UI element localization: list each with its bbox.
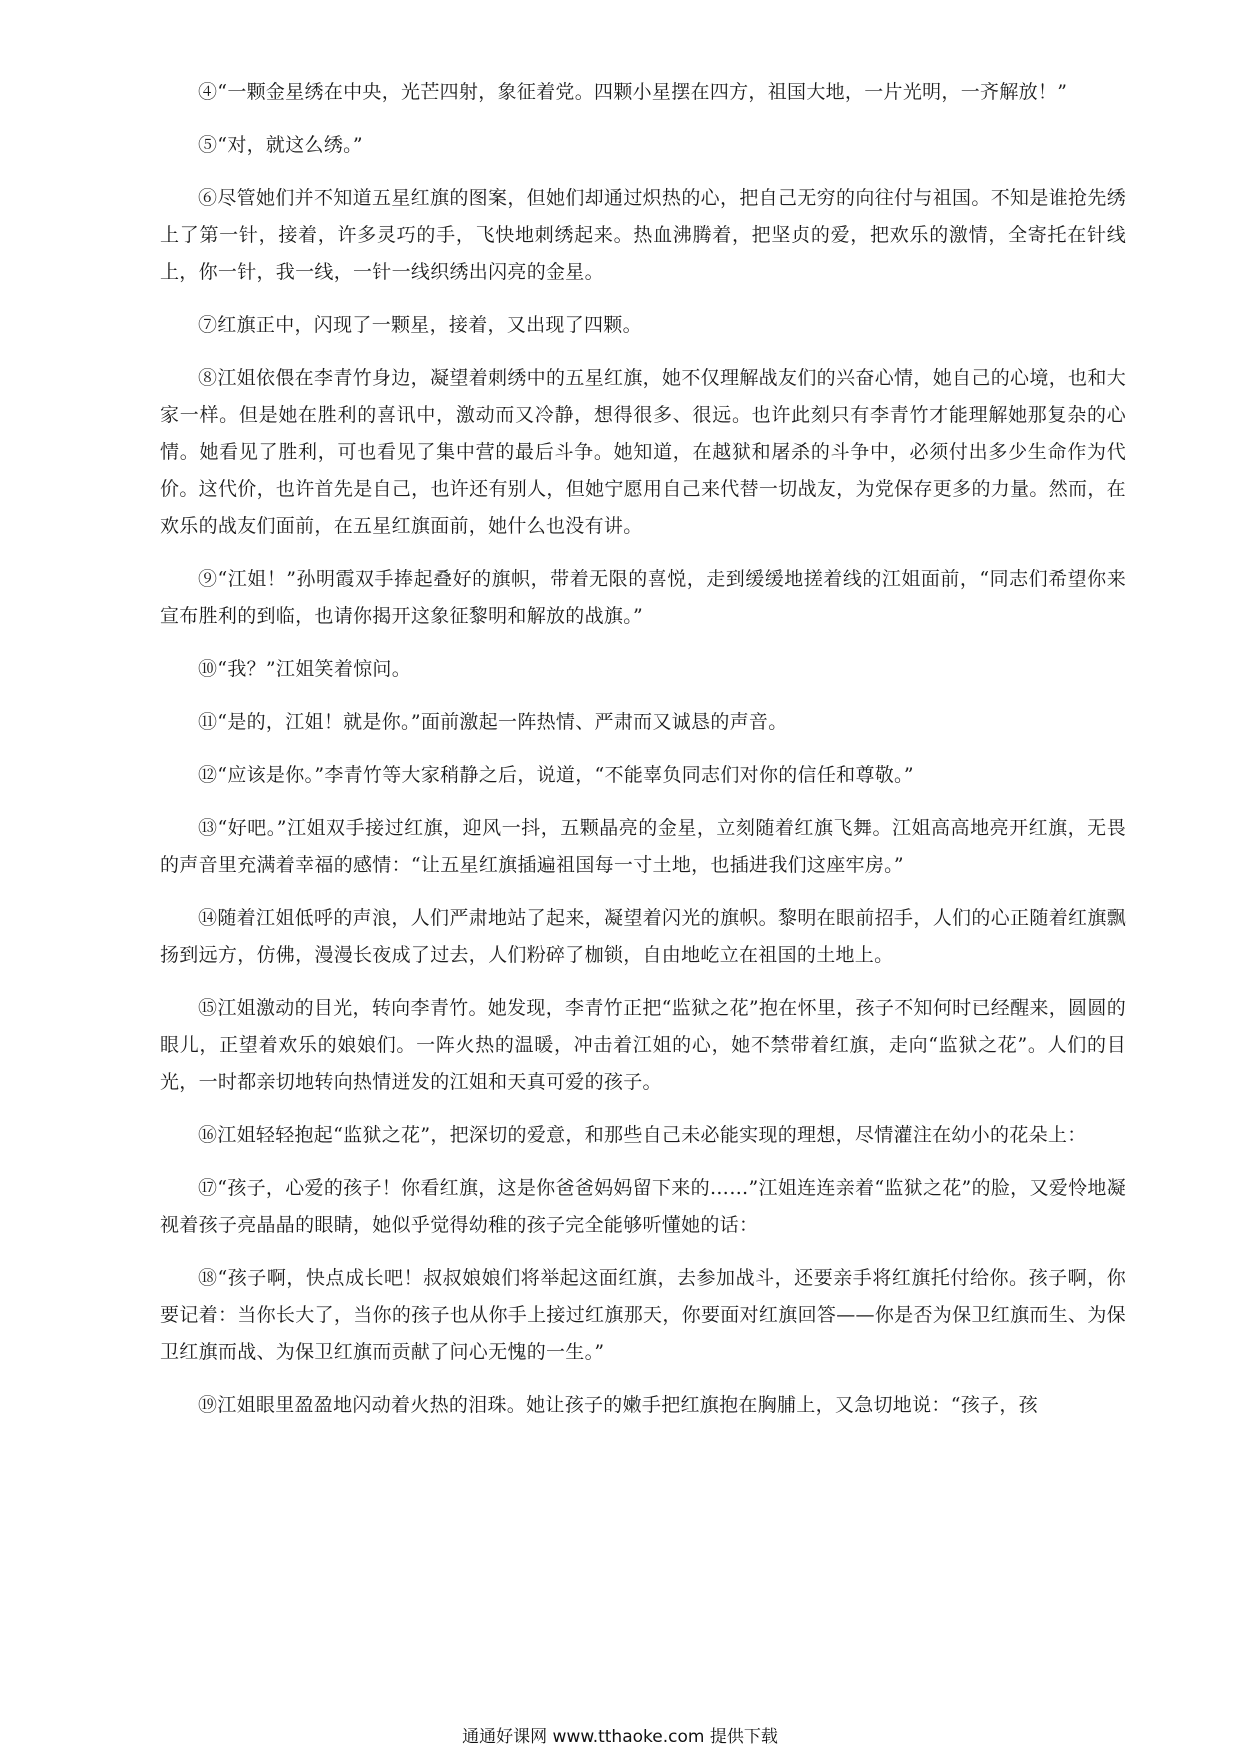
paragraph-5: ⑤“对，就这么绣。” [198,134,363,156]
paragraph-15: ⑮江姐激动的目光，转向李青竹。她发现，李青竹正把“监狱之花”抱在怀里，孩子不知何时已经醒来，圆圆的眼儿，正望着欢乐的娘娘们。一阵火热的温暖，冲击着江姐的心，她不禁带着红旗，走向“监狱之花”。人们的目光，一时都亲切地转向热情迸发的江姐和天真可爱的孩子。 [160,997,1126,1093]
paragraph-4: ④“一颗金星绣在中央，光芒四射，象征着党。四颗小星摆在四方，祖国大地，一片光明，一齐解放！” [198,81,1068,103]
paragraph-19: ⑲江姐眼里盈盈地闪动着火热的泪珠。她让孩子的嫩手把红旗抱在胸脯上，又急切地说：“孩子，孩 [198,1394,1038,1416]
paragraph-11: ⑪“是的，江姐！就是你。”面前激起一阵热情、严肃而又诚恳的声音。 [198,711,788,733]
document-body [160,74,1126,1440]
paragraph-17: ⑰“孩子，心爱的孩子！你看红旗，这是你爸爸妈妈留下来的……”江姐连连亲着“监狱之花”的脸，又爱怜地凝视着孩子亮晶晶的眼睛，她似乎觉得幼稚的孩子完全能够听懂她的话： [160,1177,1126,1236]
paragraph-8: ⑧江姐依偎在李青竹身边，凝望着刺绣中的五星红旗，她不仅理解战友们的兴奋心情，她自己的心境，也和大家一样。但是她在胜利的喜讯中，激动而又冷静，想得很多、很远。也许此刻只有李青竹才能理解她那复杂的心情。她看见了胜利，可也看见了集中营的最后斗争。她知道，在越狱和屠杀的斗争中，必须付出多少生命作为代价。这代价，也许首先是自己，也许还有别人，但她宁愿用自己来代替一切战友，为党保存更多的力量。然而，在欢乐的战友们面前，在五星红旗面前，她什么也没有讲。 [160,367,1126,537]
paragraph-12: ⑫“应该是你。”李青竹等大家稍静之后，说道，“不能辜负同志们对你的信任和尊敬。” [198,764,914,786]
paragraph-18: ⑱“孩子啊，快点成长吧！叔叔娘娘们将举起这面红旗，去参加战斗，还要亲手将红旗托付给你。孩子啊，你要记着：当你长大了，当你的孩子也从你手上接过红旗那天，你要面对红旗回答——你是否为保卫红旗而生、为保卫红旗而战、为保卫红旗而贡献了问心无愧的一生。” [160,1267,1126,1363]
page-footer: 通通好课网 www.tthaoke.com 提供下载 [462,1727,778,1747]
paragraph-14: ⑭随着江姐低呼的声浪，人们严肃地站了起来，凝望着闪光的旗帜。黎明在眼前招手，人们的心正随着红旗飘扬到远方，仿佛，漫漫长夜成了过去，人们粉碎了枷锁，自由地屹立在祖国的土地上。 [160,907,1126,966]
paragraph-10: ⑩“我？”江姐笑着惊问。 [198,658,412,680]
paragraph-9: ⑨“江姐！”孙明霞双手捧起叠好的旗帜，带着无限的喜悦，走到缓缓地搓着线的江姐面前，“同志们希望你来宣布胜利的到临，也请你揭开这象征黎明和解放的战旗。” [160,568,1126,627]
paragraph-6: ⑥尽管她们并不知道五星红旗的图案，但她们却通过炽热的心，把自己无穷的向往付与祖国。不知是谁抢先绣上了第一针，接着，许多灵巧的手，飞快地刺绣起来。热血沸腾着，把坚贞的爱，把欢乐的激情，全寄托在针线上，你一针，我一线，一针一线织绣出闪亮的金星。 [160,187,1126,283]
paragraph-13: ⑬“好吧。”江姐双手接过红旗，迎风一抖，五颗晶亮的金星，立刻随着红旗飞舞。江姐高高地亮开红旗，无畏的声音里充满着幸福的感情：“让五星红旗插遍祖国每一寸土地，也插进我们这座牢房。” [160,817,1126,876]
paragraph-7: ⑦红旗正中，闪现了一颗星，接着，又出现了四颗。 [198,314,642,336]
paragraph-16: ⑯江姐轻轻抱起“监狱之花”，把深切的爱意，和那些自己未必能实现的理想，尽情灌注在幼小的花朵上： [198,1124,1087,1146]
